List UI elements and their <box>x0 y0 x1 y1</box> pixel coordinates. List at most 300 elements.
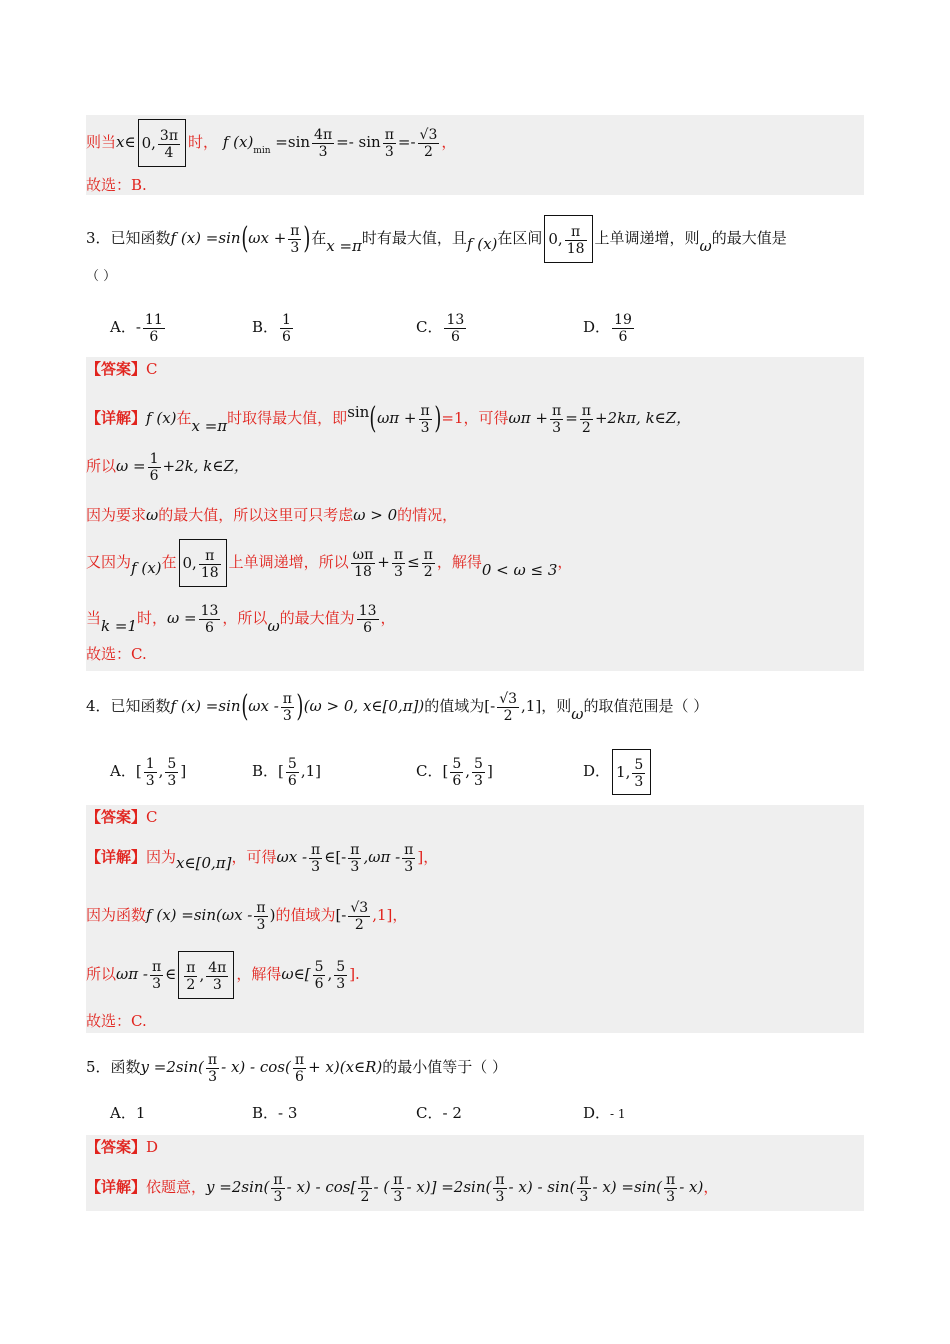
text: 所以 <box>86 457 117 475</box>
numerator: 4π <box>208 959 227 976</box>
numerator: π <box>350 841 360 858</box>
text: ，解得 <box>436 553 482 571</box>
fraction <box>309 842 322 875</box>
denominator: 3 <box>348 858 361 875</box>
fraction <box>402 842 415 875</box>
q3-solution-block <box>86 357 864 671</box>
math: ] <box>486 762 493 780</box>
interval: $\frac{\pi}{2}$ , $\frac{4\pi}{3}$ <box>178 951 234 999</box>
math: ,1] <box>521 697 542 715</box>
numerator: π <box>393 546 404 563</box>
fraction <box>348 842 361 875</box>
text: ]， <box>417 848 439 866</box>
math: - x) =sin( <box>592 1178 663 1196</box>
denominator: 2 <box>418 143 440 160</box>
fraction <box>206 1052 219 1085</box>
q4-detail-line2 <box>86 893 407 937</box>
math: ,ωπ - <box>363 848 401 866</box>
math: + x)(x∈R) <box>308 1058 383 1076</box>
math: [ <box>442 762 449 780</box>
math: x∈[0,π] <box>176 854 232 872</box>
option-label: C． <box>416 1104 443 1122</box>
math: f (x) <box>131 559 162 577</box>
math: [ <box>135 762 142 780</box>
fraction <box>357 603 379 636</box>
question-3 <box>86 195 864 357</box>
fraction <box>418 127 440 160</box>
numerator: 1 <box>145 755 155 772</box>
math: ω∈[ <box>281 965 311 983</box>
fraction <box>158 128 180 161</box>
denominator: 6 <box>357 619 379 636</box>
math: f (x) =sin(ωx - <box>146 906 253 924</box>
q3-option-b[interactable] <box>252 307 295 347</box>
fraction <box>577 1172 590 1205</box>
denominator: 6 <box>444 328 466 345</box>
denominator: 6 <box>293 1068 306 1085</box>
fraction <box>422 547 435 580</box>
math: ω <box>146 506 159 524</box>
denominator: 3 <box>288 239 301 256</box>
math: f (x) =sin <box>170 697 241 715</box>
fraction <box>184 960 197 993</box>
denominator: 6 <box>143 328 165 345</box>
text: 时有最大值，且 <box>361 229 467 247</box>
fraction <box>472 756 485 789</box>
math: - x) - cos[ <box>286 1178 357 1196</box>
numerator: π <box>273 1171 283 1188</box>
math: f (x) =sin <box>170 229 241 247</box>
denominator: 6 <box>149 467 159 484</box>
numerator: π <box>579 1171 589 1188</box>
q3-stem-paren: （ ） <box>86 269 117 284</box>
text: 因为要求 <box>86 506 147 524</box>
text: 的最小值等于（ ） <box>382 1058 508 1076</box>
math: =- <box>397 133 416 151</box>
numerator: π <box>571 223 581 240</box>
q5-detail-line1 <box>86 1165 718 1209</box>
fraction <box>199 548 221 581</box>
fraction <box>632 757 645 790</box>
numerator: 1 <box>282 311 291 328</box>
q4-option-b[interactable] <box>252 749 321 793</box>
denominator: 3 <box>634 773 644 790</box>
math: ∈[- <box>324 848 347 866</box>
denominator: 3 <box>254 916 267 933</box>
q3-option-c[interactable] <box>416 307 468 347</box>
q3-detail-line6: 故选：C. <box>86 645 147 663</box>
text: 上单调递增，则 <box>594 229 700 247</box>
text: 4．已知函数 <box>86 697 171 715</box>
math: x <box>116 133 125 151</box>
math: = <box>565 409 578 427</box>
math: sin <box>347 403 370 421</box>
text: 依题意， <box>146 1178 207 1196</box>
numerator: 13 <box>358 602 377 619</box>
fraction <box>550 403 563 436</box>
text: ，解得 <box>236 965 282 983</box>
numerator: 3π <box>159 127 179 144</box>
math: - x) - sin( <box>508 1178 576 1196</box>
paren: ) <box>303 221 311 256</box>
denominator: 2 <box>497 707 519 724</box>
math: ,1] <box>300 762 321 780</box>
math: - x) <box>679 1178 704 1196</box>
answer-value: D <box>146 1138 159 1156</box>
text: 又因为 <box>86 553 132 571</box>
fraction <box>199 603 221 636</box>
fraction <box>254 900 267 933</box>
option-label: C． <box>416 762 443 780</box>
numerator: π <box>151 958 162 975</box>
fraction <box>450 756 463 789</box>
denominator: 2 <box>422 563 435 580</box>
text: 3．已知函数 <box>86 229 171 247</box>
math: ,1]， <box>372 906 408 924</box>
fraction <box>391 1172 404 1205</box>
fraction <box>143 312 165 345</box>
text: 5．函数 <box>86 1058 141 1076</box>
fraction <box>165 756 178 789</box>
text: 时， <box>137 609 168 627</box>
text: 时， <box>188 133 219 151</box>
numerator: √3 <box>350 899 369 916</box>
math: f (x) <box>146 409 177 427</box>
numerator: 5 <box>336 958 346 975</box>
text: 的值域为 <box>424 697 485 715</box>
numerator: π <box>393 1171 403 1188</box>
text: 则当 <box>86 133 117 151</box>
numerator: π <box>423 546 433 563</box>
text: 因为 <box>146 848 177 866</box>
denominator: 6 <box>612 328 634 345</box>
fraction <box>281 691 294 724</box>
numerator: π <box>360 1171 370 1188</box>
text: ， <box>380 609 396 627</box>
q4-solution-block <box>86 805 864 1033</box>
numerator: π <box>666 1171 676 1188</box>
math: ωx - <box>276 848 308 866</box>
math: ω <box>699 237 712 255</box>
math: 0, <box>141 134 156 152</box>
denominator: 2 <box>184 976 197 993</box>
denominator: 3 <box>550 419 563 436</box>
denominator: 3 <box>281 707 294 724</box>
text: 在区间 <box>497 229 543 247</box>
fraction <box>312 127 334 160</box>
numerator: π <box>186 959 196 976</box>
numerator: 5 <box>452 755 462 772</box>
denominator: 2 <box>580 419 593 436</box>
option-label: B． <box>252 1104 279 1122</box>
option-label: A． <box>110 1104 136 1122</box>
text: 的情况， <box>397 506 458 524</box>
text: 的最大值为 <box>279 609 355 627</box>
numerator: 19 <box>614 311 632 328</box>
answer-value: C <box>146 360 158 378</box>
math: ∈ <box>165 965 177 983</box>
math: ω = <box>167 609 197 627</box>
numerator: 1 <box>149 450 159 467</box>
math: x =π <box>191 417 228 435</box>
prev-solution-block <box>86 115 864 195</box>
q5-stem <box>86 1045 507 1089</box>
q3-options <box>110 307 810 347</box>
math: +2kπ, k∈Z， <box>594 409 692 427</box>
numerator: π <box>551 402 562 419</box>
math: ) <box>269 906 276 924</box>
option-label: C． <box>416 318 443 336</box>
numerator: 5 <box>287 755 297 772</box>
q4-option-a[interactable]: A．[ $\frac{1}{3}$ , $\frac{5}{3}$ ] <box>110 755 187 789</box>
numerator: π <box>207 1051 218 1068</box>
q3-detail-line5 <box>86 595 396 641</box>
math: ω > 0 <box>353 506 398 524</box>
denominator: 3 <box>312 143 334 160</box>
math: ωπ - <box>116 965 148 983</box>
denominator: 3 <box>271 1188 284 1205</box>
text: ，则 <box>541 697 572 715</box>
prev-solution-line1 <box>86 119 864 165</box>
q4-option-c[interactable]: C．[ $\frac{5}{6}$ , $\frac{5}{3}$ ] <box>416 755 493 789</box>
q5-option-b[interactable] <box>252 1103 297 1123</box>
option-label: B． <box>252 318 279 336</box>
math: ≤ <box>407 553 420 571</box>
numerator: 5 <box>634 756 644 773</box>
denominator: 3 <box>167 772 177 789</box>
denominator: 6 <box>287 772 297 789</box>
answer-tag: 【答案】 <box>86 808 147 826</box>
denominator: 18 <box>351 563 376 580</box>
q4-detail-line1 <box>86 835 438 879</box>
math: [- <box>484 697 496 715</box>
math: =- sin <box>336 133 381 151</box>
math: (ω > 0, x∈[0,π]) <box>303 697 425 715</box>
paren: ) <box>296 689 304 724</box>
text: 在 <box>161 553 177 571</box>
denominator: 3 <box>474 772 483 789</box>
math: ∈ <box>124 133 136 151</box>
math: y =2sin( <box>206 1178 270 1196</box>
fraction <box>293 1052 306 1085</box>
denominator: 4 <box>158 144 180 161</box>
option-label: D． <box>583 318 611 336</box>
fraction <box>280 312 293 345</box>
math: ] <box>180 762 187 780</box>
denominator: 6 <box>282 328 291 345</box>
numerator: 13 <box>446 311 465 328</box>
numerator: π <box>205 547 215 564</box>
interval <box>612 749 651 795</box>
math: 1, <box>616 763 631 781</box>
q5-options <box>110 1103 810 1127</box>
denominator: 3 <box>577 1188 590 1205</box>
denominator: 3 <box>493 1188 506 1205</box>
q5-option-a[interactable] <box>110 1103 145 1123</box>
q5-answer <box>86 1137 158 1157</box>
interval <box>138 119 186 167</box>
q4-stem <box>86 683 708 729</box>
denominator: 3 <box>150 975 163 992</box>
q3-detail-line4 <box>86 539 572 585</box>
math: ωπ + <box>508 409 548 427</box>
denominator: 3 <box>419 419 432 436</box>
math: ωx + <box>248 229 287 247</box>
answer-tag: 【答案】 <box>86 1138 147 1156</box>
math: 0, <box>548 230 563 248</box>
numerator: 5 <box>474 755 483 772</box>
numerator: π <box>404 841 414 858</box>
denominator: 6 <box>452 772 462 789</box>
math: ω = <box>116 457 146 475</box>
math: x =π <box>326 237 362 255</box>
fraction <box>383 127 396 160</box>
q3-option-a[interactable] <box>110 307 167 347</box>
math: [- <box>335 906 347 924</box>
text: ， <box>557 553 573 571</box>
q4-detail-line4: 故选：C. <box>86 1012 147 1030</box>
numerator: 13 <box>200 602 219 619</box>
fraction <box>580 403 593 436</box>
denominator: 2 <box>348 916 370 933</box>
denominator: 6 <box>314 975 324 992</box>
detail-tag: 【详解】 <box>86 409 147 427</box>
q5-option-c[interactable] <box>416 1103 462 1123</box>
fraction <box>348 900 370 933</box>
interval <box>544 215 592 263</box>
paren: ( <box>369 401 377 436</box>
option-value: - 3 <box>278 1104 298 1122</box>
numerator: π <box>311 841 321 858</box>
math: =sin <box>275 133 311 151</box>
denominator: 3 <box>391 1188 404 1205</box>
detail-tag: 【详解】 <box>86 848 147 866</box>
text: ， <box>441 133 457 151</box>
denominator: 3 <box>206 1068 219 1085</box>
numerator: 11 <box>144 311 163 328</box>
text: ，所以 <box>222 609 268 627</box>
q3-detail-line3 <box>86 505 457 525</box>
option-label: A． <box>110 762 136 780</box>
q3-detail-line1 <box>86 389 691 435</box>
text: ， <box>703 1178 719 1196</box>
math: ω <box>571 705 584 723</box>
fraction <box>334 959 347 992</box>
denominator: 3 <box>309 858 322 875</box>
numerator: ωπ <box>352 546 374 563</box>
denominator: 18 <box>566 240 585 257</box>
math: +2k, k∈Z， <box>162 457 249 475</box>
fraction <box>392 547 405 580</box>
q3-detail-line2 <box>86 445 249 487</box>
answer-tag: 【答案】 <box>86 360 147 378</box>
text: 的最大值是 <box>711 229 787 247</box>
option-value: 1 <box>135 1104 146 1122</box>
interval <box>179 539 227 587</box>
denominator: 3 <box>383 143 396 160</box>
numerator: π <box>495 1171 505 1188</box>
math-subscript: min <box>253 146 271 156</box>
q3-option-d[interactable] <box>583 307 636 347</box>
numerator: √3 <box>499 690 518 707</box>
text: 的值域为 <box>275 906 336 924</box>
fraction <box>358 1172 371 1205</box>
text: 因为函数 <box>86 906 147 924</box>
numerator: π <box>420 402 430 419</box>
math: 0 < ω ≤ 3 <box>481 561 558 579</box>
text: 在 <box>311 229 327 247</box>
fraction <box>286 756 299 789</box>
denominator: 3 <box>392 563 405 580</box>
fraction <box>271 1172 284 1205</box>
denominator: 2 <box>358 1188 371 1205</box>
text: 当 <box>86 609 102 627</box>
question-4 <box>86 671 864 805</box>
fraction <box>206 960 228 993</box>
numerator: π <box>581 402 591 419</box>
denominator: 6 <box>199 619 221 636</box>
numerator: 5 <box>167 755 177 772</box>
q3-answer <box>86 359 158 379</box>
fraction <box>351 547 376 580</box>
q4-options <box>110 749 810 793</box>
fraction <box>313 959 326 992</box>
text: 所以 <box>86 965 117 983</box>
fraction <box>493 1172 506 1205</box>
fraction <box>664 1172 677 1205</box>
fraction <box>144 756 157 789</box>
denominator: 3 <box>206 976 228 993</box>
option-label: D． <box>583 762 611 780</box>
fraction <box>444 312 466 345</box>
math: f (x) <box>466 235 498 253</box>
q4-answer <box>86 807 158 827</box>
text: ，可得 <box>231 848 277 866</box>
text: 上单调递增，所以 <box>228 553 349 571</box>
math: - ( <box>373 1178 390 1196</box>
q5-solution-block <box>86 1135 864 1211</box>
fraction <box>288 223 301 256</box>
option-label: A． <box>110 318 136 336</box>
fraction <box>150 959 163 992</box>
fraction <box>419 403 432 436</box>
option-value: - 1 <box>610 1107 626 1121</box>
option-label: D． <box>583 1104 611 1122</box>
fraction <box>148 451 161 484</box>
numerator: π <box>384 126 394 143</box>
numerator: π <box>290 222 300 239</box>
numerator: π <box>282 690 292 707</box>
q4-option-d[interactable] <box>583 749 653 795</box>
option-value: - 2 <box>442 1104 462 1122</box>
fraction <box>497 691 519 724</box>
q5-option-d[interactable] <box>583 1103 626 1124</box>
answer-value: C <box>146 808 158 826</box>
math: - x)] =2sin( <box>406 1178 492 1196</box>
text: ]. <box>349 965 360 983</box>
q3-stem <box>86 215 787 261</box>
numerator: π <box>256 899 266 916</box>
denominator: 18 <box>200 564 219 581</box>
paren: ) <box>434 401 442 436</box>
math: k =1 <box>101 617 137 635</box>
denominator: 3 <box>336 975 346 992</box>
detail-tag: 【详解】 <box>86 1178 147 1196</box>
fraction <box>565 224 587 257</box>
math: [ <box>278 762 284 780</box>
math: - x) - cos( <box>221 1058 291 1076</box>
q4-detail-line3: 所以ωπ - $\frac{\pi}{3}$ ∈ $\frac{\pi}{2}$ , $\frac{4\pi}{3}$ ，解得ω∈[ $\frac{5}{6}$ , $\frac{5}{3}$ ]. <box>86 951 360 997</box>
